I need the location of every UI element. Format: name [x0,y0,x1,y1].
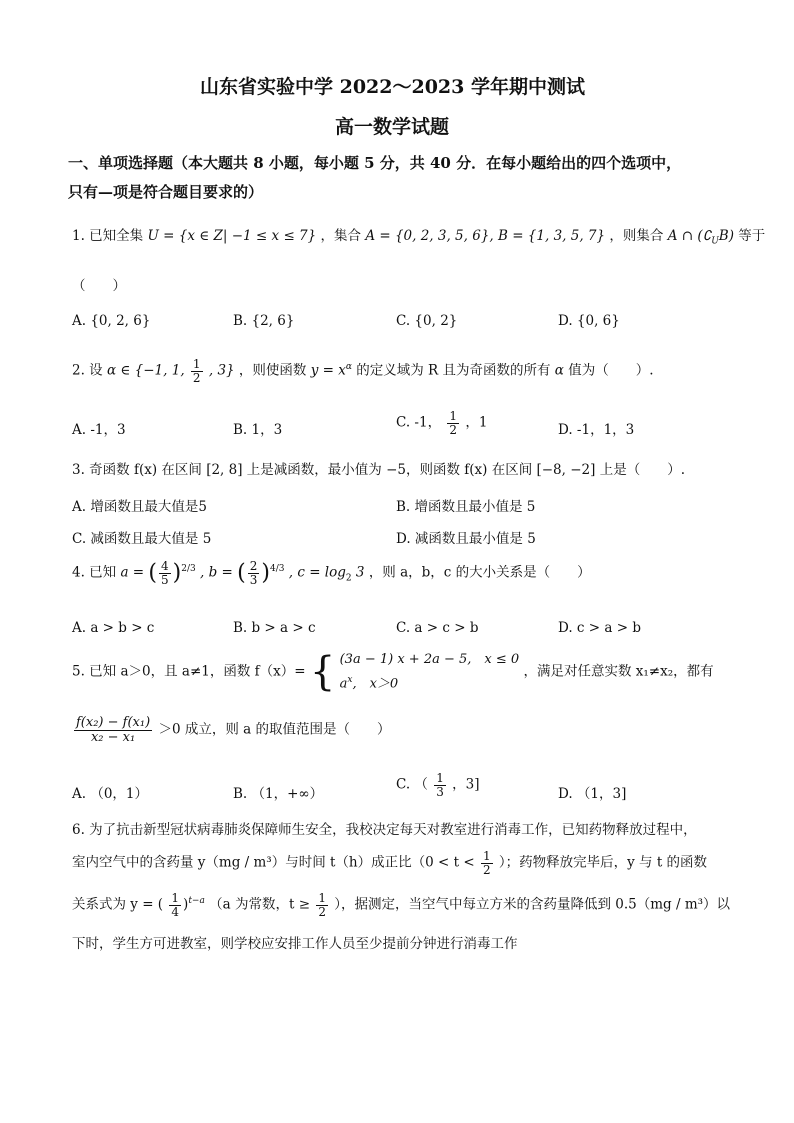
q5-option-a: A. （0，1） [72,786,149,802]
q3-option-d: D. 减函数且最小值是 5 [396,531,536,547]
question-5: 5. 已知 a＞0，且 a≠1，函数 f（x）= { (3a − 1) x + 2a − 5, x ≤ 0 $a^x$, x＞0 ，满足对任意实数 x₁≠x₂，都有 [72,649,714,696]
q1-option-a: A. {0, 2, 6} [72,313,151,329]
q1-option-b: B. {2, 6} [233,313,295,329]
question-1-paren: （ ） [72,278,126,294]
q4-option-d: D. c > a > b [558,620,641,636]
question-1: 1. 已知全集 U = {x ∈ Z| −1 ≤ x ≤ 7} ，集合 A = {0, 2, 3, 5, 6}, B = {1, 3, 5, 7} ，则集合 A ∩ $(∁_UB)$ 等于 [72,228,766,247]
question-6-line1: 6. 为了抗击新型冠状病毒肺炎保障师生安全，我校决定每天对教室进行消毒工作，已知药物释放过程中， [72,822,697,838]
question-4: 4. 已知 a = ( $\frac{4}{5}$ )$^{2/3}$ , b = ( $\frac{2}{3}$ )$^{4/3}$ , $c = \log_2 3$ ，则 a，b，c 的大小关系是（ ） [72,559,591,587]
q2-half-fraction: $\frac{1}{2}$ [192,357,201,385]
question-3: 3. 奇函数 f(x) 在区间 [2, 8] 上是减函数，最小值为 −5，则函数 f(x) 在区间 [−8, −2] 上是（ ）. [72,462,685,478]
q2-option-c: C. -1， $\frac{1}{2}$ ，1 [396,409,488,437]
q3-option-a: A. 增函数且最大值是5 [72,499,207,515]
question-2: 2. 设 α ∈ {−1, 1, $\frac{1}{2}$ , 3} ，则使函数 $y = x^\alpha$ 的定义域为 R 且为奇函数的所有 α 值为（ ）. [72,357,654,385]
q2-option-b: B. 1，3 [233,422,283,438]
section-heading-line1: 一、单项选择题（本大题共 8 小题，每小题 5 分，共 40 分．在每小题给出的四个选项中， [68,154,682,172]
q4-option-a: A. a > b > c [72,620,155,636]
question-5-condition: $\frac{\text{f(x₂) − f(x₁)}}{\text{x₂ − x₁}}$ ＞0 成立，则 a 的取值范围是（ ） [76,715,391,745]
q2-option-a: A. -1，3 [72,422,126,438]
q1-option-c: C. {0, 2} [396,313,458,329]
q1-option-d: D. {0, 6} [558,313,620,329]
page-subtitle: 高一数学试题 [335,116,450,138]
question-6-line4: 下时，学生方可进教室，则学校应安排工作人员至少提前分钟进行消毒工作 [72,936,518,952]
q3-option-c: C. 减函数且最大值是 5 [72,531,212,547]
q5-option-d: D. （1，3] [558,786,627,802]
page-title: 山东省实验中学 2022～2023 学年期中测试 [200,76,585,98]
q5-option-c: C. （ $\frac{1}{3}$ ，3] [396,771,480,799]
question-6-line2: 室内空气中的含药量 y（mg / m³）与时间 t（h）成正比（0 < t < $\frac{1}{2}$ ）；药物释放完毕后，y 与 t 的函数 [72,849,708,877]
q4-option-b: B. b > a > c [233,620,316,636]
q5-option-b: B. （1，+∞） [233,786,324,802]
section-heading-line2: 只有—项是符合题目要求的） [68,183,264,201]
q4-option-c: C. a > c > b [396,620,479,636]
q3-option-b: B. 增函数且最小值是 5 [396,499,536,515]
q2-option-d: D. -1，1，3 [558,422,635,438]
question-6-line3: 关系式为 y = ( $\frac{1}{4}$ )$^{t-a}$ （a 为常数，t ≥ $\frac{1}{2}$ ），据测定，当空气中每立方米的含药量降低到 0.5（mg / m³）以 [72,891,731,919]
